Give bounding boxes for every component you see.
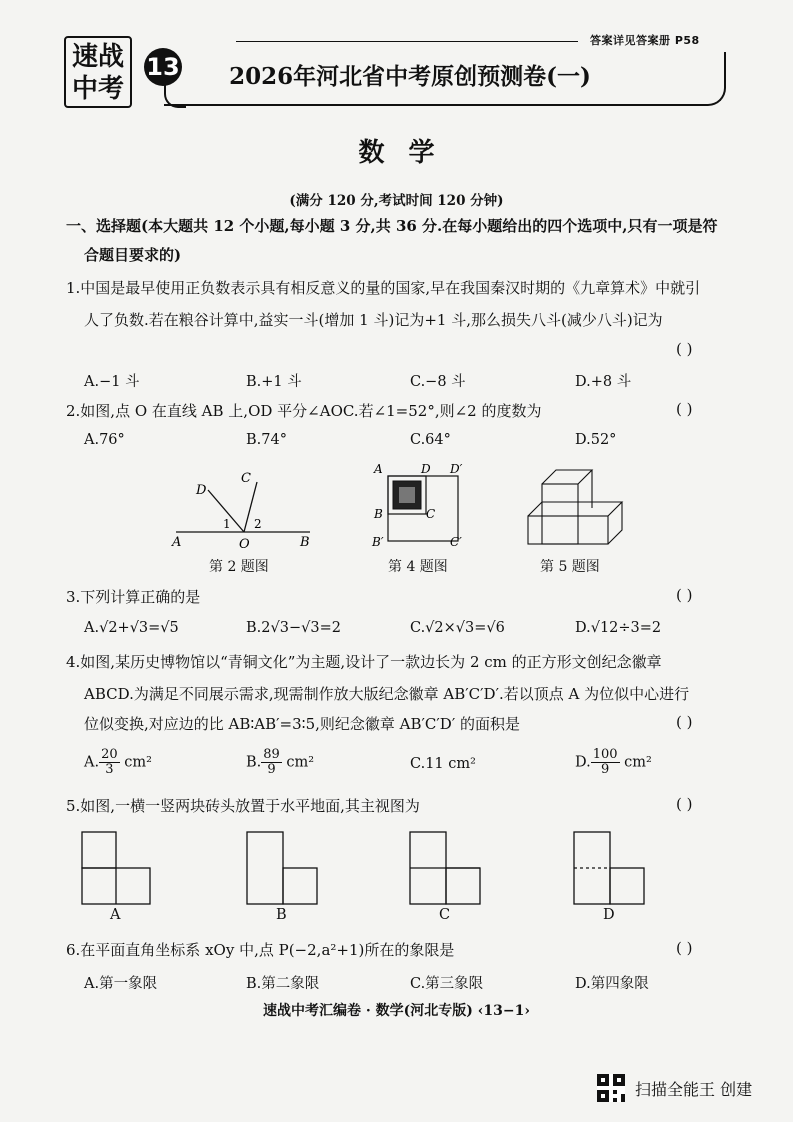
q5-option-c-view <box>408 830 482 906</box>
upright-brick-top <box>542 470 592 484</box>
score-note: (满分 120 分,考试时间 120 分钟) <box>289 193 504 209</box>
q3-option-d: D.√12÷3=2 <box>575 620 662 636</box>
q5-option-d-label: D <box>603 907 615 923</box>
label-d: D <box>196 483 207 498</box>
q3-option-a: A.√2+√3=√5 <box>84 620 179 636</box>
label-b-prime: B′ <box>372 535 384 549</box>
angle-2-label: 2 <box>254 517 262 531</box>
q2-answer-paren: ( ) <box>676 400 693 418</box>
q5-option-b-view <box>245 830 319 906</box>
q4-option-d: D. $\frac{100}{9}$ cm² <box>575 747 652 777</box>
series-logo <box>64 36 132 108</box>
q1-answer-paren: ( ) <box>676 340 693 358</box>
q2-option-a: A.76° <box>84 432 125 448</box>
section-heading-line1: 一、选择题(本大题共 12 个小题,每小题 3 分,共 36 分.在每小题给出的四个选项中,只有一项是符 <box>66 217 718 235</box>
paper-number-badge: 13 <box>144 48 182 86</box>
upright-brick-front <box>542 484 578 544</box>
label-a: A <box>172 535 182 550</box>
header-rule <box>236 41 578 42</box>
figure-4-badge-diagram <box>368 460 478 552</box>
q2-option-c: C.64° <box>410 432 451 448</box>
page-footer: 速战中考汇编卷 · 数学(河北专版) ‹13−1› <box>263 1003 530 1019</box>
figure-4-caption: 第 4 题图 <box>388 559 448 575</box>
badge-emblem-inner <box>399 487 415 503</box>
label-d-prime: D′ <box>450 462 463 476</box>
q4-text-line1: 4.如图,某历史博物馆以“青铜文化”为主题,设计了一款边长为 2 cm 的正方形文创纪念徽章 <box>66 653 662 671</box>
label-o: O <box>239 537 250 552</box>
q4-answer-paren: ( ) <box>676 713 693 731</box>
label-c-prime: C′ <box>450 535 462 549</box>
figure-5-caption: 第 5 题图 <box>540 559 600 575</box>
q2-option-b: B.74° <box>246 432 287 448</box>
q6-text: 6.在平面直角坐标系 xOy 中,点 P(−2,a²+1)所在的象限是 <box>66 941 455 959</box>
subject-title: 数学 <box>358 138 459 168</box>
q6-option-d: D.第四象限 <box>575 976 649 992</box>
qr-code-icon <box>597 1074 625 1102</box>
section-heading-line2: 合题目要求的) <box>84 246 182 264</box>
q5-text: 5.如图,一横一竖两块砖头放置于水平地面,其主视图为 <box>66 797 420 815</box>
q4-text-line2: ABCD.为满足不同展示需求,现需制作放大版纪念徽章 AB′C′D′.若以顶点 A 为位似中心进行 <box>84 685 690 703</box>
label-b: B <box>374 507 383 521</box>
figure-2-angle-diagram <box>168 464 318 554</box>
flat-brick-front <box>528 516 608 544</box>
q4-option-a: A. $\frac{20}{3}$ cm² <box>84 747 152 777</box>
q1-option-d: D.+8 斗 <box>575 374 632 390</box>
q5-option-d-view <box>572 830 646 906</box>
q5-option-c-label: C <box>439 907 451 923</box>
label-b: B <box>300 535 310 550</box>
label-d: D <box>421 462 431 476</box>
answer-reference: 答案详见答案册 P58 <box>590 34 700 47</box>
q6-option-c: C.第三象限 <box>410 976 484 992</box>
scanner-watermark: 扫描全能王 创建 <box>635 1080 753 1099</box>
q5-option-a-view <box>80 830 152 906</box>
q5-answer-paren: ( ) <box>676 795 693 813</box>
q2-text: 2.如图,点 O 在直线 AB 上,OD 平分∠AOC.若∠1=52°,则∠2 的度数为 <box>66 402 542 420</box>
q6-option-a: A.第一象限 <box>84 976 158 992</box>
q5-option-a-label: A <box>110 907 121 923</box>
figure-2-caption: 第 2 题图 <box>209 559 269 575</box>
q6-option-b: B.第二象限 <box>246 976 320 992</box>
q3-answer-paren: ( ) <box>676 586 693 604</box>
figure-5-bricks-3d <box>522 462 632 552</box>
angle-1-label: 1 <box>223 517 231 531</box>
q6-answer-paren: ( ) <box>676 939 693 957</box>
q3-option-b: B.2√3−√3=2 <box>246 620 341 636</box>
logo-line2: 中考 <box>71 74 124 104</box>
q3-text: 3.下列计算正确的是 <box>66 588 201 606</box>
q5-option-b-label: B <box>276 907 287 923</box>
q4-option-b: B. $\frac{89}{9}$ cm² <box>246 747 315 777</box>
logo-line1: 速战 <box>71 42 124 72</box>
q1-option-c: C.−8 斗 <box>410 374 466 390</box>
label-a: A <box>374 462 383 476</box>
q3-option-c: C.√2×√3=√6 <box>410 620 505 636</box>
q1-text-line2: 人了负数.若在粮谷计算中,益实一斗(增加 1 斗)记为+1 斗,那么损失八斗(减少八斗)记为 <box>84 311 663 329</box>
q1-text-line1: 1.中国是最早使用正负数表示具有相反意义的量的国家,早在我国秦汉时期的《九章算术》中就引 <box>66 279 701 297</box>
label-c: C <box>426 507 436 521</box>
exam-title: 2026年河北省中考原创预测卷(一) <box>229 63 591 90</box>
q1-option-b: B.+1 斗 <box>246 374 302 390</box>
label-c: C <box>241 471 251 486</box>
q2-option-d: D.52° <box>575 432 617 448</box>
q4-text-line3: 位似变换,对应边的比 AB∶AB′=3∶5,则纪念徽章 AB′C′D′ 的面积是 <box>84 715 520 733</box>
q4-option-c: C.11 cm² <box>410 756 476 772</box>
q1-option-a: A.−1 斗 <box>84 374 140 390</box>
